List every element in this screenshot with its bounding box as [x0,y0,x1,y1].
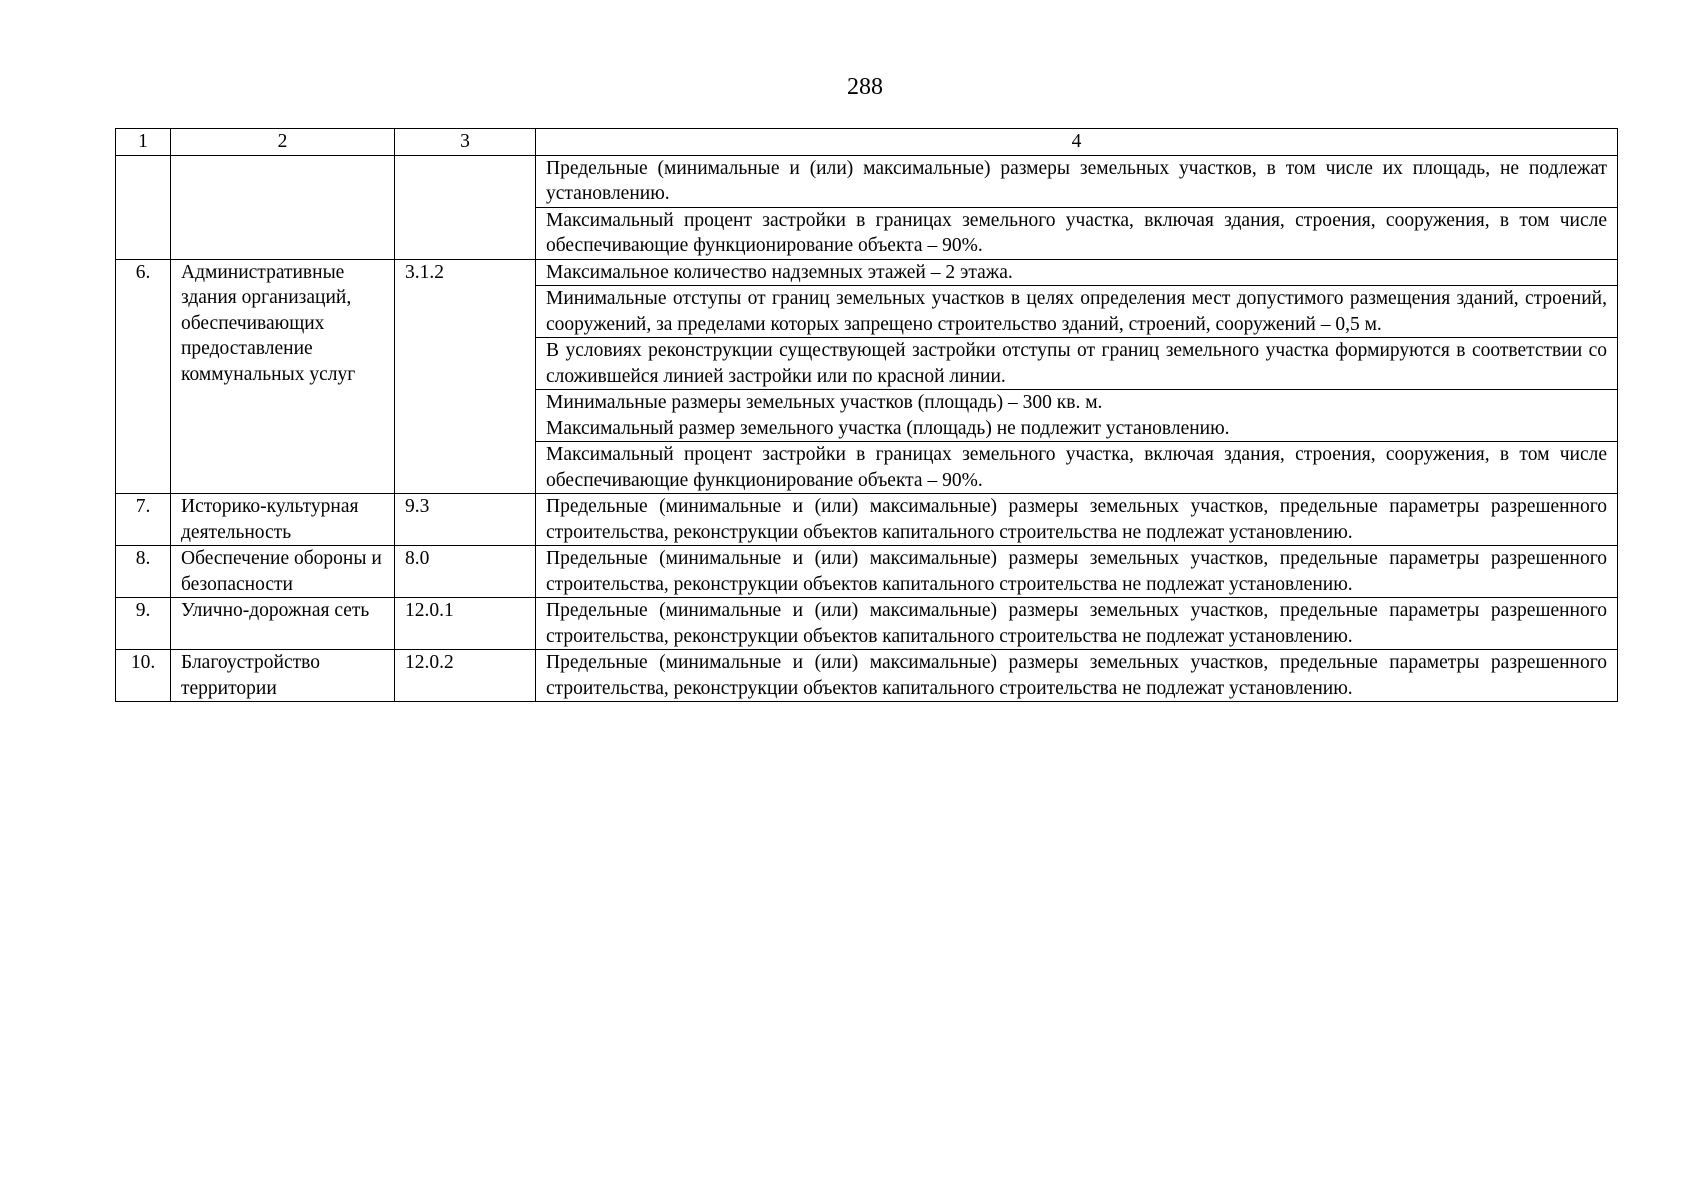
table-row [116,494,1618,546]
use-code-cell: 8.0 [395,546,536,598]
row-number-cell: 8. [116,546,171,598]
use-code-cell [395,155,536,259]
parameter-cell: Предельные (минимальные и (или) максимальные) размеры земельных участков, предельные параметры разрешенного строительства, реконструкции объектов капитального строительства не подлежат установлению. [536,494,1618,546]
table-row [116,650,1618,702]
table-row [116,598,1618,650]
use-code-cell: 9.3 [395,494,536,546]
row-number-cell [116,155,171,259]
use-code-cell: 3.1.2 [395,259,536,494]
parameter-cell: Предельные (минимальные и (или) максимальные) размеры земельных участков, предельные параметры разрешенного строительства, реконструкции объектов капитального строительства не подлежат установлению. [536,546,1618,598]
row-number-cell: 7. [116,494,171,546]
use-name-cell: Обеспечение обороны и безопасности [171,546,395,598]
parameter-cell: Максимальный процент застройки в границах земельного участка, включая здания, строения, сооружения, в том числе обеспечивающие функционирование объекта – 90%. [536,442,1618,494]
table-row [116,259,1618,286]
parameter-cell: Предельные (минимальные и (или) максимальные) размеры земельных участков, в том числе их площадь, не подлежат установлению. [536,155,1618,207]
parameter-cell: Минимальные отступы от границ земельных участков в целях определения мест допустимого размещения зданий, строений, сооружений, за пределами которых запрещено строительство зданий, строений, сооружений – 0,5 м. [536,286,1618,338]
parameter-cell: В условиях реконструкции существующей застройки отступы от границ земельного участка формируются в соответствии со сложившейся линией застройки или по красной линии. [536,338,1618,390]
header-cell-3: 3 [395,129,536,156]
row-number-cell: 9. [116,598,171,650]
header-cell-4: 4 [536,129,1618,156]
parameter-cell: Предельные (минимальные и (или) максимальные) размеры земельных участков, предельные параметры разрешенного строительства, реконструкции объектов капитального строительства не подлежат установлению. [536,650,1618,702]
row-number-cell: 10. [116,650,171,702]
parameter-cell: Предельные (минимальные и (или) максимальные) размеры земельных участков, предельные параметры разрешенного строительства, реконструкции объектов капитального строительства не подлежат установлению. [536,598,1618,650]
row-number-cell: 6. [116,259,171,494]
table-header-row [116,129,1618,156]
header-cell-2: 2 [171,129,395,156]
regulations-table [115,128,1618,702]
table-row [116,546,1618,598]
parameter-cell [536,390,1618,442]
use-code-cell: 12.0.2 [395,650,536,702]
page-number: 288 [847,74,883,100]
use-name-cell [171,155,395,259]
use-name-cell: Улично-дорожная сеть [171,598,395,650]
use-code-cell: 12.0.1 [395,598,536,650]
table-row [116,155,1618,207]
parameter-line: Максимальный размер земельного участка (площадь) не подлежит установлению. [546,417,1230,439]
use-name-cell: Благоустройство территории [171,650,395,702]
use-name-cell: Административные здания организаций, обеспечивающих предоставление коммунальных услуг [171,259,395,494]
parameter-cell: Максимальное количество надземных этажей – 2 этажа. [536,259,1618,286]
header-cell-1: 1 [116,129,171,156]
use-name-cell: Историко-культурная деятельность [171,494,395,546]
parameter-cell: Максимальный процент застройки в границах земельного участка, включая здания, строения, сооружения, в том числе обеспечивающие функционирование объекта – 90%. [536,207,1618,259]
parameter-line: Минимальные размеры земельных участков (площадь) – 300 кв. м. [546,392,1103,413]
